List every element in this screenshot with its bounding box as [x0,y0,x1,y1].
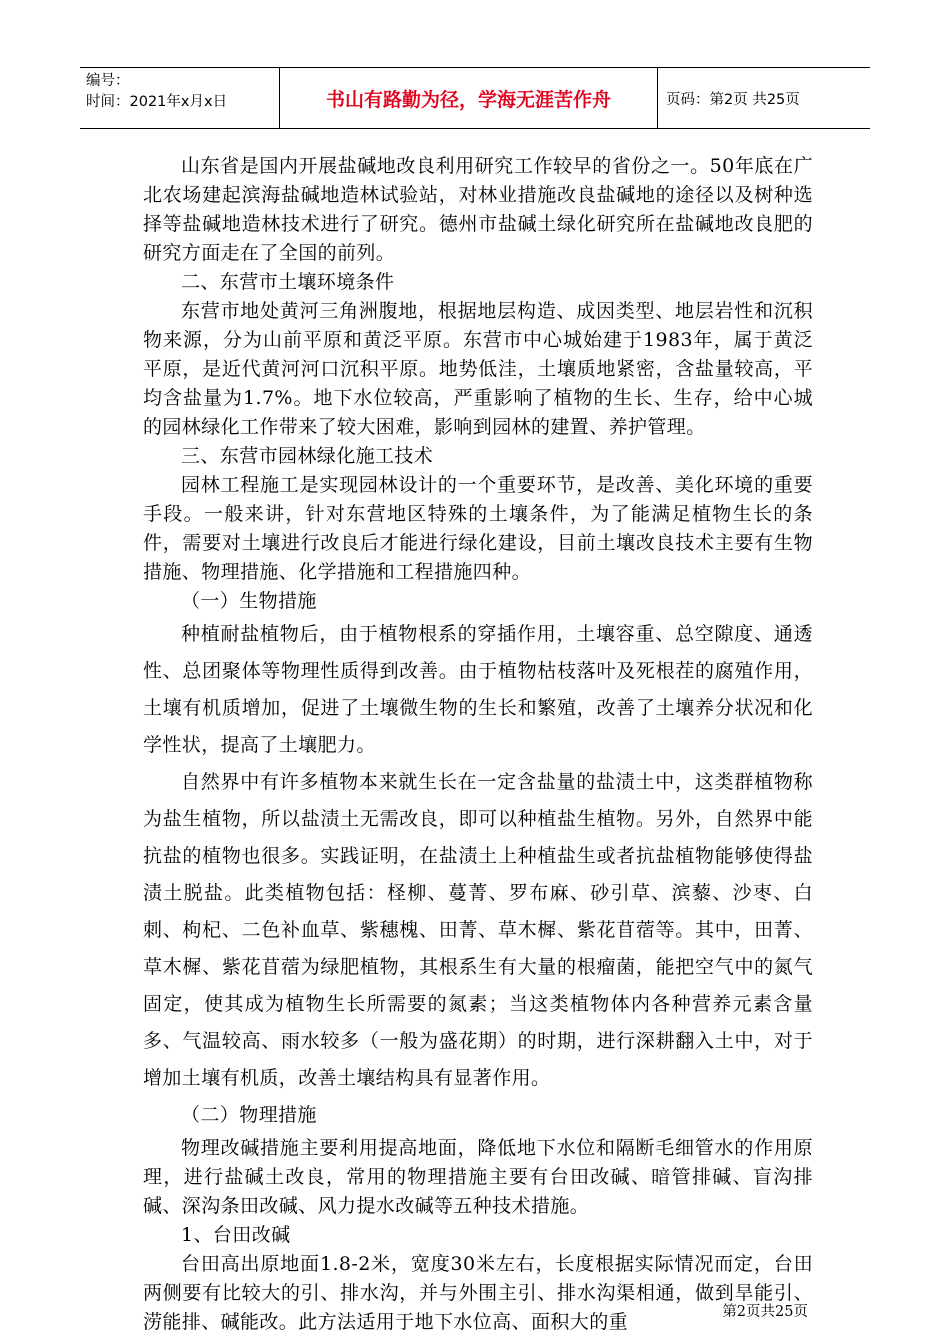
paragraph-physical-measures: 物理改碱措施主要利用提高地面，降低地下水位和隔断毛细管水的作用原理，进行盐碱土改良，常用的物理措施主要有台田改碱、暗管排碱、盲沟排碱、深沟条田改碱、风力提水改碱等五种技术措施。 [143,1137,813,1217]
paragraph-soil-environment: 东营市地处黄河三角洲腹地，根据地层构造、成因类型、地层岩性和沉积物来源，分为山前平原和黄泛平原。东营市中心城始建于1983年，属于黄泛平原，是近代黄河河口沉积平原。地势低洼，土壤质地紧密，含盐量较高，平均含盐量为1.7%。地下水位较高，严重影响了植物的生长、生存，给中心城的园林绿化工作带来了较大困难，影响到园林的建置、养护管理。 [143,300,813,438]
section-heading-3: 三、东营市园林绿化施工技术 [181,445,434,467]
item-heading-terraced-field: 1、台田改碱 [181,1224,291,1246]
paragraph-halophytes: 自然界中有许多植物本来就生长在一定含盐量的盐渍土中，这类群植物称为盐生植物，所以盐渍土无需改良，即可以种植盐生植物。另外，自然界中能抗盐的植物也很多。实践证明，在盐渍土上种植盐生或者抗盐植物能够使得盐渍土脱盐。此类植物包括：柽柳、蔓菁、罗布麻、砂引草、滨藜、沙枣、白刺、枸杞、二色补血草、紫穗槐、田菁、草木樨、紫花苜蓿等。其中，田菁、草木樨、紫花苜蓿为绿肥植物，其根系生有大量的根瘤菌，能把空气中的氮气固定，使其成为植物生长所需要的氮素；当这类植物体内各种营养元素含量多、气温较高、雨水较多（一般为盛花期）的时期，进行深耕翻入土中，对于增加土壤有机质，改善土壤结构具有显著作用。 [143,771,813,1089]
header-page-number: 页码：第2页 共25页 [666,91,800,108]
page-header [80,67,870,129]
header-meta [80,68,280,128]
document-body [143,152,813,1337]
paragraph-construction: 园林工程施工是实现园林设计的一个重要环节，是改善、美化环境的重要手段。一般来讲，针对东营地区特殊的土壤条件，为了能满足植物生长的条件，需要对土壤进行改良后才能进行绿化建设，目前土壤改良技术主要有生物措施、物理措施、化学措施和工程措施四种。 [143,474,813,583]
subsection-heading-biological: （一）生物措施 [181,590,317,612]
document-number-label: 编号： [86,73,130,89]
document-time-label: 时间：2021年x月x日 [86,94,228,110]
page-footer: 第2页共25页 [722,1304,808,1320]
header-motto: 书山有路勤为径，学海无涯苦作舟 [280,68,658,128]
subsection-heading-physical: （二）物理措施 [181,1104,317,1126]
paragraph-terraced-field: 台田高出原地面1.8-2米，宽度30米左右，长度根据实际情况而定，台田两侧要有比较大的引、排水沟，并与外围主引、排水沟渠相通，做到旱能引、涝能排、碱能改。此方法适用于地下水位高、面积大的重 [143,1253,813,1333]
paragraph-salt-tolerant-plants: 种植耐盐植物后，由于植物根系的穿插作用，土壤容重、总空隙度、通透性、总团聚体等物理性质得到改善。由于植物枯枝落叶及死根茬的腐殖作用，土壤有机质增加，促进了土壤微生物的生长和繁殖，改善了土壤养分状况和化学性状，提高了土壤肥力。 [143,623,813,756]
section-heading-2: 二、东营市土壤环境条件 [181,271,395,293]
paragraph-intro: 山东省是国内开展盐碱地改良利用研究工作较早的省份之一。50年底在广北农场建起滨海盐碱地造林试验站，对林业措施改良盐碱地的途径以及树种选择等盐碱地造林技术进行了研究。德州市盐碱土绿化研究所在盐碱地改良肥的研究方面走在了全国的前列。 [143,155,813,264]
